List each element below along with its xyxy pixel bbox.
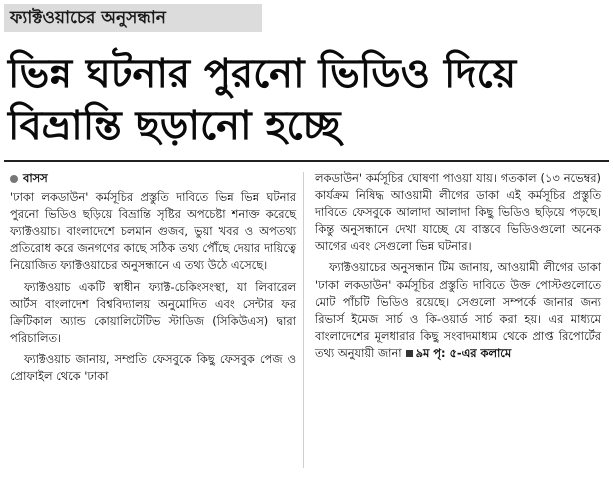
article-headline [8, 48, 608, 152]
section-kicker: ফ্যাক্টওয়াচের অনুসন্ধান [4, 4, 262, 32]
jump-square-icon [406, 350, 413, 357]
paragraph-text: ফ্যাক্টওয়াচের অনুসন্ধান টিম জানায়, আওয়ামী লীগের ডাকা 'ঢাকা লকডাউন' কর্মসূচির প্রস্তুতি দাবিতে উক্ত পোস্টগুলোতে মোট পাঁচটি ভিডিও রয়েছে। সেগুলো সম্পর্কে জানার জন্য রিভার্স ইমেজ সার্চ ও কি-ওয়ার্ড সার্চ করা হয়। এর মাধ্যমে বাংলাদেশের মূলধারার কিছু সংবাদমাধ্যম থেকে প্রাপ্ত রিপোর্টের তথ্য অনুযায়ী জানা [315, 260, 601, 360]
paragraph [315, 259, 601, 362]
jump-label: ৯ম পৃ: ৫-এর কলামে [415, 345, 512, 360]
headline-divider [4, 160, 609, 162]
paragraph: 'ঢাকা লকডাউন' কর্মসূচির প্রস্তুতি দাবিতে ভিন্ন ভিন্ন ঘটনার পুরনো ভিডিও ছড়িয়ে বিভ্রান্তি সৃষ্টির অপচেষ্টা শনাক্ত করেছে ফ্যাক্টওয়াচ। বাংলাদেশে চলমান গুজব, ভুয়া খবর ও অপতথ্য প্রতিরোধ করে জনগণের কাছে সঠিক তথ্য পৌঁছে দেয়ার দায়িত্বে নিয়োজিত ফ্যাক্টওয়াচের অনুসন্ধানে এ তথ্য উঠে এসেছে। [10, 190, 296, 273]
byline-bullet-icon [10, 175, 18, 183]
article-column-left [10, 170, 296, 389]
headline-line-1: ভিন্ন ঘটনার পুরনো ভিডিও দিয়ে [8, 51, 517, 97]
byline-source: বাসস [23, 171, 48, 185]
column-divider [303, 172, 304, 468]
byline [10, 170, 296, 187]
continuation-jump[interactable] [402, 346, 512, 360]
paragraph: ফ্যাক্টওয়াচ একটি স্বাধীন ফ্যাক্ট-চেকিংসংস্থা, যা লিবারেল আর্টস বাংলাদেশ বিশ্ববিদ্যালয় অনুমোদিত এবং সেন্টার ফর ক্রিটিকাল অ্যান্ড কোয়ালিটেটিভ স্টাডিজ (সিকিউএস) দ্বারা পরিচালিত। [10, 279, 296, 345]
paragraph: লকডাউন' কর্মসূচির ঘোষণা পাওয়া যায়। গতকাল (১৩ নভেম্বর) কার্যক্রম নিষিদ্ধ আওয়ামী লীগের ডাকা এই কর্মসূচির প্রস্তুতি দাবিতে ফেসবুকে আলাদা আলাদা কিছু ভিডিও ছড়িয়ে পড়ছে। কিন্তু অনুসন্ধানে দেখা যাচ্ছে যে বাস্তবে ভিডিওগুলো অনেক আগের এবং সেগুলো ভিন্ন ঘটনার। [315, 171, 601, 254]
headline-line-2: বিভ্রান্তি ছড়ানো হচ্ছে [8, 103, 341, 149]
article-column-right [315, 170, 601, 366]
paragraph: ফ্যাক্টওয়াচ জানায়, সম্প্রতি ফেসবুকে কিছু ফেসবুক পেজ ও প্রোফাইল থেকে 'ঢাকা [10, 351, 296, 384]
